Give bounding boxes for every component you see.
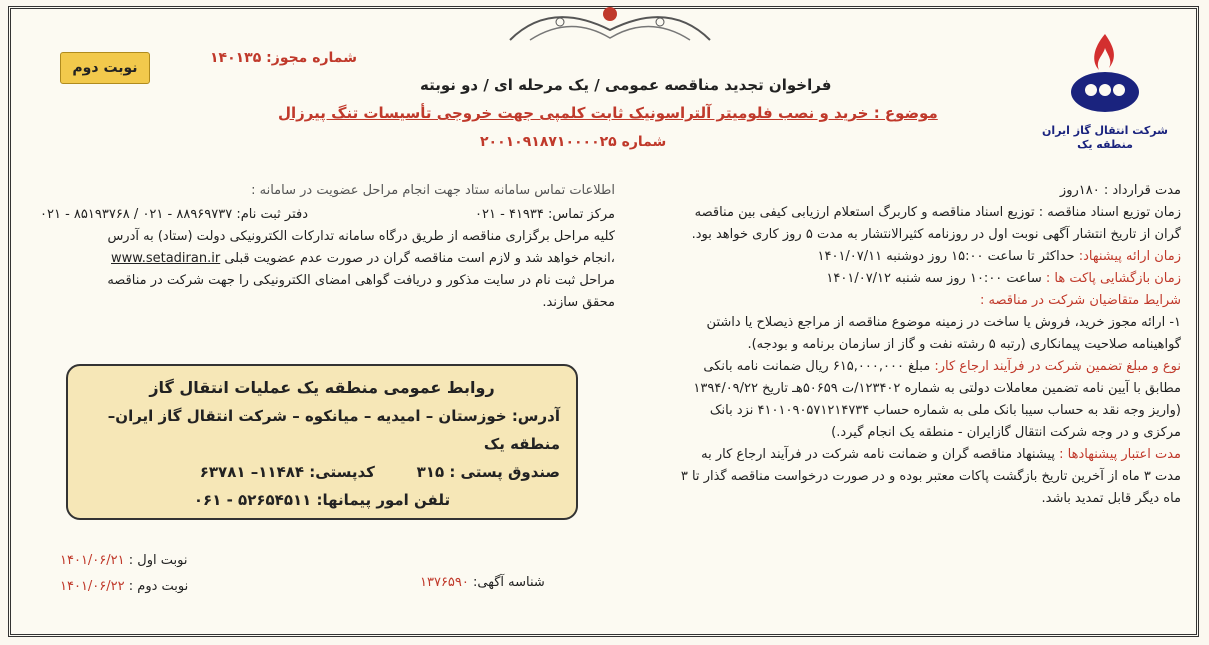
logo-company-name: شرکت انتقال گاز ایران <box>1042 124 1168 137</box>
contact-postal: صندوق پستی : ۳۱۵ کدپستی: ۱۱۴۸۴– ۶۳۷۸۱ <box>199 463 560 481</box>
procedure-line-2: www.setadiran.ir انجام خواهد شد و لازم است مناقصه گران در صورت عدم عضویت قبلی، <box>111 251 615 266</box>
permit-number: شماره مجوز: ۱۴۰۱۳۵ <box>210 50 357 66</box>
contract-duration: مدت قرارداد : ۱۸۰روز <box>1059 183 1181 198</box>
procedure-line-1: کلیه مراحل برگزاری مناقصه از طریق درگاه سامانه تدارکات الکترونیکی دولت (ستاد) به آدرس <box>107 229 615 244</box>
validity-line-3: ماه دیگر قابل تمدید باشد. <box>1041 491 1181 506</box>
setad-info-heading: اطلاعات تماس سامانه ستاد جهت انجام مراحل عضویت در سامانه : <box>251 183 615 198</box>
ornament-icon <box>490 0 730 48</box>
distribution-line: زمان توزیع اسناد مناقصه : توزیع اسناد مناقصه و کاربرگ استعلام ارزیابی کیفی بین مناقصه <box>694 205 1181 220</box>
contact-box <box>66 364 578 520</box>
contact-address: آدرس: خوزستان – امیدیه – میانکوه – شرکت انتقال گاز ایران– منطقه یک <box>107 407 560 453</box>
tender-number: شماره ۲۰۰۱۰۹۱۸۷۱۰۰۰۰۲۵ <box>480 134 667 150</box>
condition-1b: گواهینامه صلاحیت پیمانکاری (رتبه ۵ رشته نفت و گاز از سازمان برنامه و بودجه). <box>747 337 1181 352</box>
guarantee-line-3: (واریز وجه نقد به حساب سیبا بانک ملی به شماره حساب ۴۱۰۱۰۹۰۵۷۱۲۱۴۷۳۴ نزد بانک <box>709 403 1181 418</box>
guarantee-line-4: مرکزی و در وجه شرکت انتقال گازایران - منطقه یک انجام گیرد.) <box>831 425 1181 440</box>
contact-center: مرکز تماس: ۴۱۹۳۴ - ۰۲۱ <box>475 207 615 222</box>
setad-website-link[interactable]: www.setadiran.ir <box>111 251 221 266</box>
procedure-line-4: محقق سازند. <box>542 295 615 310</box>
first-notice-date: نوبت اول : ۱۴۰۱/۰۶/۲۱ <box>60 553 188 568</box>
second-notice-date: نوبت دوم : ۱۴۰۱/۰۶/۲۲ <box>60 579 189 594</box>
guarantee-line-2: مطابق با آیین نامه تضمین معاملات دولتی به شماره ۱۲۳۴۰۲/ت ۵۰۶۵۹هـ تاریخ ۱۳۹۴/۰۹/۲۲ <box>693 381 1181 396</box>
conditions-heading: شرایط متقاضیان شرکت در مناقصه : <box>980 293 1181 308</box>
gas-flame-icon <box>1065 30 1145 120</box>
procedure-line-3: مراحل ثبت نام در سایت مذکور و دریافت گواهی امضای الکترونیکی را جهت شرکت در مناقصه <box>107 273 615 288</box>
contact-heading: روابط عمومی منطقه یک عملیات انتقال گاز <box>149 378 495 397</box>
validity-line-2: مدت ۳ ماه از آخرین تاریخ بازگشت پاکات معتبر بوده و در صورت درخواست مناقصه گذار تا ۳ <box>680 469 1181 484</box>
second-notice-badge: نوبت دوم <box>60 52 150 84</box>
guarantee-amount: نوع و مبلغ تضمین شرکت در فرآیند ارجاع کار: مبلغ ۶۱۵,۰۰۰,۰۰۰ ریال ضمانت نامه بانکی <box>703 359 1181 374</box>
logo-region: منطقه یک <box>1077 138 1133 151</box>
validity-period: مدت اعتبار پیشنهادها : پیشنهاد مناقصه گران و ضمانت نامه شرکت در فرآیند ارجاع کار به <box>701 447 1181 462</box>
opening-time: زمان بازگشایی پاکت ها : ساعت ۱۰:۰۰ روز سه شنبه ۱۴۰۱/۰۷/۱۲ <box>826 271 1181 286</box>
contact-phone: تلفن امور پیمانها: ۵۲۶۵۴۵۱۱ - ۰۶۱ <box>193 491 451 509</box>
company-logo <box>1030 30 1180 160</box>
condition-1: ۱- ارائه مجوز خرید، فروش یا ساخت در زمینه موضوع مناقصه از مراجع ذیصلاح یا داشتن <box>706 315 1181 330</box>
tender-subject: موضوع : خرید و نصب فلومیتر آلتراسونیک ثابت کلمپی جهت خروجی تأسیسات تنگ پیرزال <box>278 104 938 122</box>
submission-deadline: زمان ارائه پیشنهاد: حداکثر تا ساعت ۱۵:۰۰ روز دوشنبه ۱۴۰۱/۰۷/۱۱ <box>817 249 1181 264</box>
registration-office: دفتر ثبت نام: ۸۸۹۶۹۷۳۷ - ۰۲۱ / ۸۵۱۹۳۷۶۸ - ۰۲۱ <box>40 207 309 222</box>
ad-id: شناسه آگهی: ۱۳۷۶۵۹۰ <box>420 575 545 590</box>
tender-title: فراخوان تجدید مناقصه عمومی / یک مرحله ای / دو نوبته <box>420 76 832 94</box>
distribution-line-2: گران از تاریخ انتشار آگهی نوبت اول در روزنامه کثیرالانتشار به مدت ۵ روز کاری خواهد بود. <box>691 227 1181 242</box>
